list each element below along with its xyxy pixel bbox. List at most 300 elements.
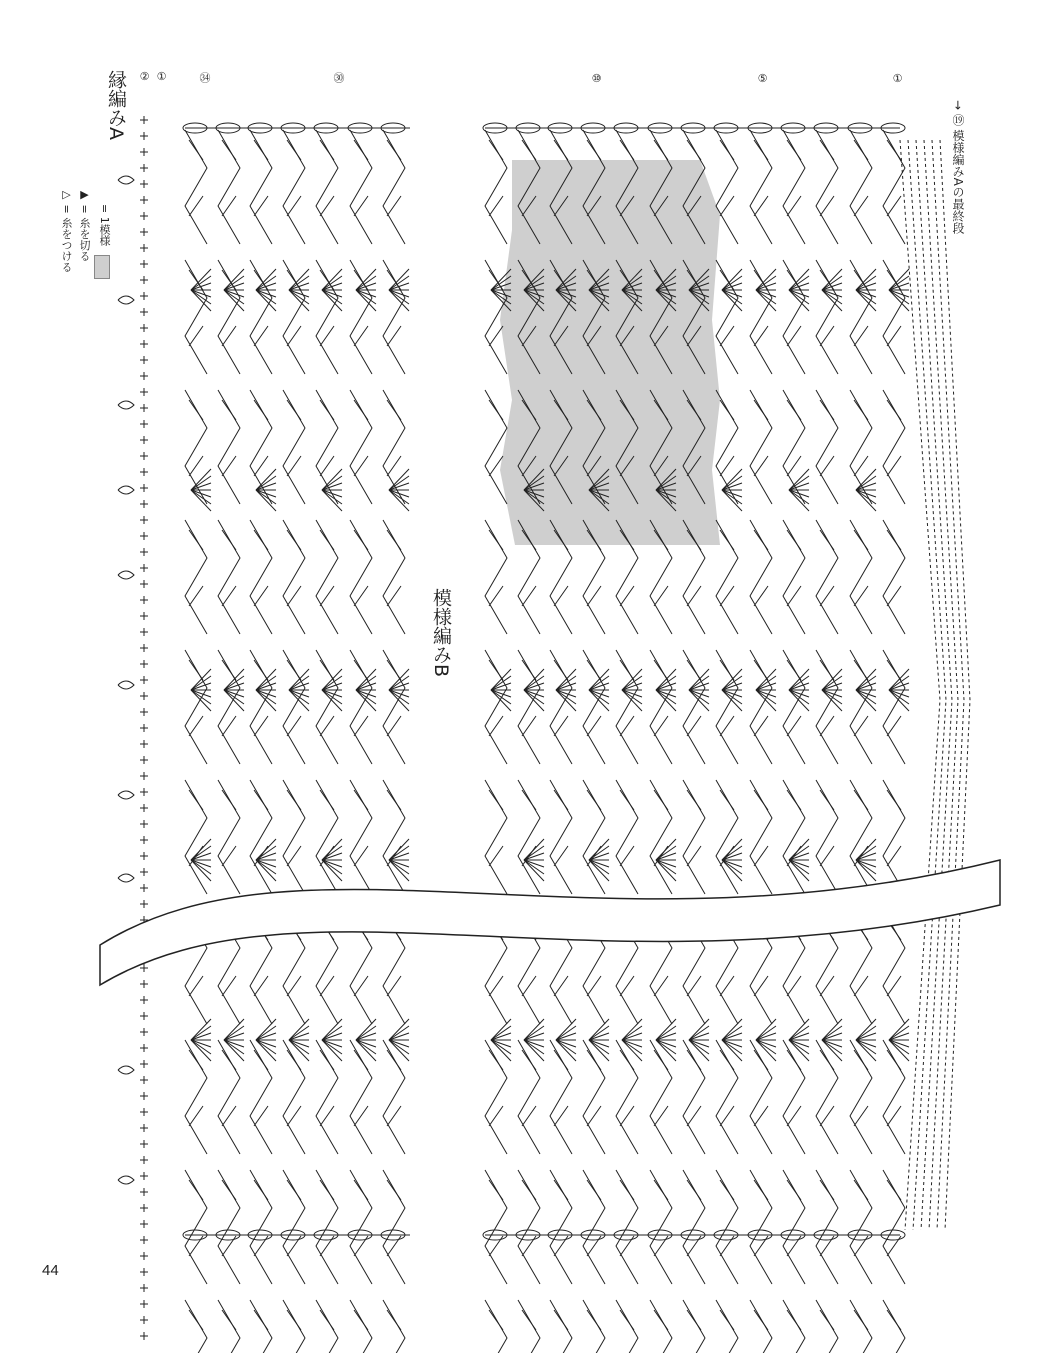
stitch-tick [887,456,901,476]
stitch-chevron [750,650,772,764]
stitch-tick [887,1310,901,1330]
stitch-chevron [283,780,305,894]
stitch-tick [222,586,236,606]
edging-cross [140,804,148,812]
fan-stitch [389,690,409,704]
stitch-tick [820,140,834,160]
fan-stitch [224,1026,244,1040]
stitch-tick [287,326,301,346]
fan-stitch [224,1040,244,1054]
stitch-tick [787,790,801,810]
edging-cross [140,372,148,380]
stitch-tick [522,1310,536,1330]
stitch-tick [854,1310,868,1330]
stitch-tick [620,140,634,160]
stitch-chevron [683,650,705,764]
stitch-tick [754,976,768,996]
stitch-tick [354,140,368,160]
stitch-tick [554,1310,568,1330]
stitch-tick [222,196,236,216]
stitch-tick [254,790,268,810]
stitch-tick [820,716,834,736]
stitch-tick [854,196,868,216]
stitch-tick [522,1180,536,1200]
edging-cross [140,740,148,748]
stitch-tick [189,1106,203,1126]
stitch-tick [854,530,868,550]
stitch-chevron [850,650,872,764]
stitch-tick [687,1106,701,1126]
stitch-tick [587,1050,601,1070]
picot [118,571,134,579]
fan-stitch [822,1026,842,1040]
stitch-chevron [750,1300,772,1353]
stitch-chevron [383,1300,405,1353]
stitch-tick [787,586,801,606]
stitch-chevron [550,780,572,894]
stitch-chevron [350,1170,372,1284]
stitch-chevron [650,1300,672,1353]
stitch-tick [287,140,301,160]
edging-cross [140,724,148,732]
stitch-chevron [583,650,605,764]
fan-stitch [191,690,211,704]
stitch-tick [720,790,734,810]
stitch-tick [720,1050,734,1070]
stitch-chevron [783,650,805,764]
stitch-tick [720,1310,734,1330]
stitch-tick [189,400,203,420]
fan-stitch [289,1040,309,1054]
stitch-tick [787,976,801,996]
stitch-tick [754,326,768,346]
stitch-chevron [816,650,838,764]
stitch-tick [820,326,834,346]
stitch-tick [820,846,834,866]
stitch-chevron [218,1300,240,1353]
stitch-tick [887,326,901,346]
stitch-chevron [583,1170,605,1284]
stitch-tick [522,660,536,680]
stitch-tick [320,530,334,550]
fan-stitch [322,490,342,504]
stitch-tick [320,1050,334,1070]
stitch-chevron [783,520,805,634]
stitch-chevron [383,1040,405,1154]
stitch-tick [887,846,901,866]
fan-stitch [556,1040,576,1054]
stitch-chevron [350,650,372,764]
stitch-chevron [716,130,738,244]
stitch-tick [654,976,668,996]
stitch-tick [387,326,401,346]
stitch-tick [354,1106,368,1126]
fan-stitch [322,1040,342,1054]
stitch-chevron [783,1300,805,1353]
stitch-tick [854,456,868,476]
stitch-chevron [750,1040,772,1154]
stitch-tick [887,790,901,810]
stitch-chevron [518,780,540,894]
edging-cross [140,1028,148,1036]
fan-stitch [789,690,809,704]
stitch-tick [754,790,768,810]
edging-cross [140,452,148,460]
stitch-tick [854,976,868,996]
pattern-title: 模様編みB [430,588,452,678]
stitch-chevron [518,1170,540,1284]
stitch-tick [854,1106,868,1126]
stitch-tick [489,846,503,866]
stitch-tick [320,196,334,216]
stitch-tick [687,1180,701,1200]
edging-cross [140,580,148,588]
stitch-chevron [783,130,805,244]
stitch-chevron [550,1040,572,1154]
fan-stitch [491,1026,511,1040]
edging-cross [140,868,148,876]
fan-stitch [589,690,609,704]
stitch-chevron [316,1300,338,1353]
fan-stitch [191,490,211,504]
stitch-tick [522,586,536,606]
edging-cross [140,852,148,860]
fan-stitch [256,1040,276,1054]
stitch-tick [754,196,768,216]
stitch-tick [554,1180,568,1200]
stitch-chevron [883,1170,905,1284]
stitch-tick [587,586,601,606]
stitch-tick [720,196,734,216]
stitch-chevron [750,390,772,504]
legend-cut: ▶ = 糸を切る [78,188,91,262]
stitch-tick [189,1180,203,1200]
stitch-tick [320,976,334,996]
edging-cross [140,676,148,684]
stitch-tick [587,716,601,736]
edging-cross [140,516,148,524]
fan-stitch [722,1026,742,1040]
edging-cross [140,1076,148,1084]
stitch-tick [587,1180,601,1200]
stitch-tick [754,586,768,606]
edging-cross [140,164,148,172]
stitch-chevron [850,1300,872,1353]
fan-stitch [389,490,409,504]
stitch-tick [222,140,236,160]
fan-stitch [589,1040,609,1054]
stitch-tick [720,660,734,680]
stitch-tick [820,530,834,550]
fan-stitch [556,1026,576,1040]
edging-cross [140,692,148,700]
picot [118,791,134,799]
stitch-chevron [883,390,905,504]
stitch-tick [489,1180,503,1200]
fan-stitch [856,476,876,490]
stitch-tick [887,976,901,996]
stitch-tick [787,326,801,346]
legend-swatch [94,255,110,279]
fan-stitch [856,290,876,304]
stitch-chevron [250,1300,272,1353]
stitch-tick [254,196,268,216]
fan-stitch [224,690,244,704]
fan-stitch [356,290,376,304]
edging-cross [140,1172,148,1180]
edging-cross [140,500,148,508]
legend-repeat: = 1模様 [98,204,111,246]
stitch-tick [754,400,768,420]
stitch-chevron [185,650,207,764]
stitch-tick [189,716,203,736]
page-number: 44 [42,1262,59,1279]
stitch-tick [854,586,868,606]
edging-cross [140,1300,148,1308]
stitch-tick [754,1180,768,1200]
stitch-tick [820,196,834,216]
stitch-tick [354,586,368,606]
fan-stitch [224,290,244,304]
edging-cross [140,228,148,236]
edging-cross [140,980,148,988]
stitch-tick [754,716,768,736]
stitch-chevron [750,520,772,634]
stitch-tick [687,660,701,680]
stitch-tick [820,456,834,476]
row-label-5: ⑤ [756,72,769,85]
stitch-tick [320,790,334,810]
stitch-tick [354,1050,368,1070]
fan-stitch [356,690,376,704]
stitch-tick [222,456,236,476]
stitch-chevron [683,1170,705,1284]
stitch-tick [489,1106,503,1126]
stitch-chevron [316,130,338,244]
edging-cross [140,900,148,908]
stitch-tick [287,846,301,866]
fan-stitch [491,1040,511,1054]
stitch-tick [287,456,301,476]
edging-cross [140,436,148,444]
stitch-tick [354,326,368,346]
stitch-tick [287,660,301,680]
stitch-chevron [550,1170,572,1284]
stitch-tick [387,1180,401,1200]
stitch-tick [887,196,901,216]
stitch-tick [887,716,901,736]
stitch-chevron [485,1300,507,1353]
stitch-tick [254,976,268,996]
stitch-tick [754,456,768,476]
stitch-tick [320,456,334,476]
fan-stitch [491,690,511,704]
stitch-chevron [350,1300,372,1353]
stitch-tick [887,1106,901,1126]
edging-cross [140,388,148,396]
stitch-tick [654,1310,668,1330]
stitch-tick [189,790,203,810]
stitch-tick [854,790,868,810]
stitch-chevron [250,780,272,894]
fan-stitch [191,1040,211,1054]
stitch-tick [720,400,734,420]
fan-stitch [322,290,342,304]
edging-cross [140,116,148,124]
edging-cross [140,244,148,252]
stitch-tick [654,660,668,680]
stitch-chevron [616,1170,638,1284]
stitch-tick [587,790,601,810]
stitch-chevron [850,1170,872,1284]
stitch-tick [522,140,536,160]
stitch-tick [720,326,734,346]
stitch-tick [787,140,801,160]
stitch-chevron [283,130,305,244]
stitch-chevron [683,1300,705,1353]
stitch-tick [787,716,801,736]
stitch-tick [320,1180,334,1200]
edging-cross [140,1012,148,1020]
stitch-tick [687,846,701,866]
stitch-tick [189,976,203,996]
stitch-tick [320,140,334,160]
stitch-tick [254,1106,268,1126]
stitch-chevron [650,780,672,894]
stitch-chevron [283,1170,305,1284]
fan-stitch [191,476,211,490]
edging-cross [140,1140,148,1148]
stitch-tick [887,140,901,160]
stitch-tick [854,400,868,420]
stitch-chevron [716,1170,738,1284]
fan-stitch [622,1040,642,1054]
stitch-tick [489,1310,503,1330]
stitch-tick [287,530,301,550]
stitch-tick [787,660,801,680]
stitch-tick [587,660,601,680]
stitch-chevron [518,1040,540,1154]
fan-stitch [789,1026,809,1040]
stitch-tick [820,1050,834,1070]
fan-stitch [656,1026,676,1040]
edging-cross [140,1332,148,1340]
edging-cross [140,484,148,492]
fan-stitch [356,1026,376,1040]
fan-stitch [589,1026,609,1040]
stitch-tick [387,196,401,216]
stitch-tick [854,716,868,736]
stitch-chevron [716,780,738,894]
stitch-chevron [518,650,540,764]
stitch-chevron [683,1040,705,1154]
edging-cross [140,1092,148,1100]
fan-stitch [622,690,642,704]
stitch-tick [254,1180,268,1200]
stitch-chevron [650,1170,672,1284]
stitch-tick [620,1310,634,1330]
edging-cross [140,836,148,844]
stitch-tick [222,716,236,736]
stitch-tick [854,326,868,346]
stitch-chevron [218,1170,240,1284]
fan-stitch [722,690,742,704]
fan-stitch [689,1040,709,1054]
stitch-tick [254,456,268,476]
fan-stitch [822,690,842,704]
edging-cross [140,884,148,892]
stitch-chevron [616,1300,638,1353]
stitch-tick [754,1050,768,1070]
stitch-tick [222,400,236,420]
stitch-chevron [383,650,405,764]
edging-cross [140,772,148,780]
edging-cross [140,1060,148,1068]
stitch-tick [189,1050,203,1070]
stitch-chevron [683,780,705,894]
stitch-chevron [250,1040,272,1154]
edging-cross [140,180,148,188]
stitch-tick [787,530,801,550]
stitch-chevron [783,1170,805,1284]
stitch-tick [820,790,834,810]
fan-stitch [856,690,876,704]
stitch-chevron [218,780,240,894]
stitch-tick [287,196,301,216]
edging-cross [140,1284,148,1292]
stitch-tick [687,140,701,160]
stitch-tick [654,1106,668,1126]
edging-cross [140,596,148,604]
stitch-chevron [850,130,872,244]
stitch-chevron [716,650,738,764]
stitch-tick [787,1106,801,1126]
stitch-chevron [716,520,738,634]
edging-cross [140,708,148,716]
stitch-tick [489,530,503,550]
stitch-tick [720,716,734,736]
stitch-tick [387,456,401,476]
stitch-tick [222,976,236,996]
fan-stitch [289,290,309,304]
stitch-tick [620,1106,634,1126]
edging-cross [140,276,148,284]
stitch-tick [587,1310,601,1330]
stitch-tick [489,586,503,606]
edging-cross [140,148,148,156]
stitch-tick [387,790,401,810]
edging-cross [140,1220,148,1228]
stitch-chevron [716,1040,738,1154]
stitch-tick [620,1050,634,1070]
stitch-tick [287,1310,301,1330]
stitch-tick [820,1310,834,1330]
edging-cross [140,324,148,332]
stitch-tick [554,790,568,810]
edging-cross [140,420,148,428]
stitch-chevron [283,1300,305,1353]
stitch-tick [354,660,368,680]
stitch-chevron [383,780,405,894]
picot [118,1176,134,1184]
fan-stitch [256,690,276,704]
picot [118,486,134,494]
stitch-chevron [316,780,338,894]
stitch-tick [787,1180,801,1200]
stitch-chevron [350,130,372,244]
stitch-chevron [583,780,605,894]
stitch-tick [787,400,801,420]
